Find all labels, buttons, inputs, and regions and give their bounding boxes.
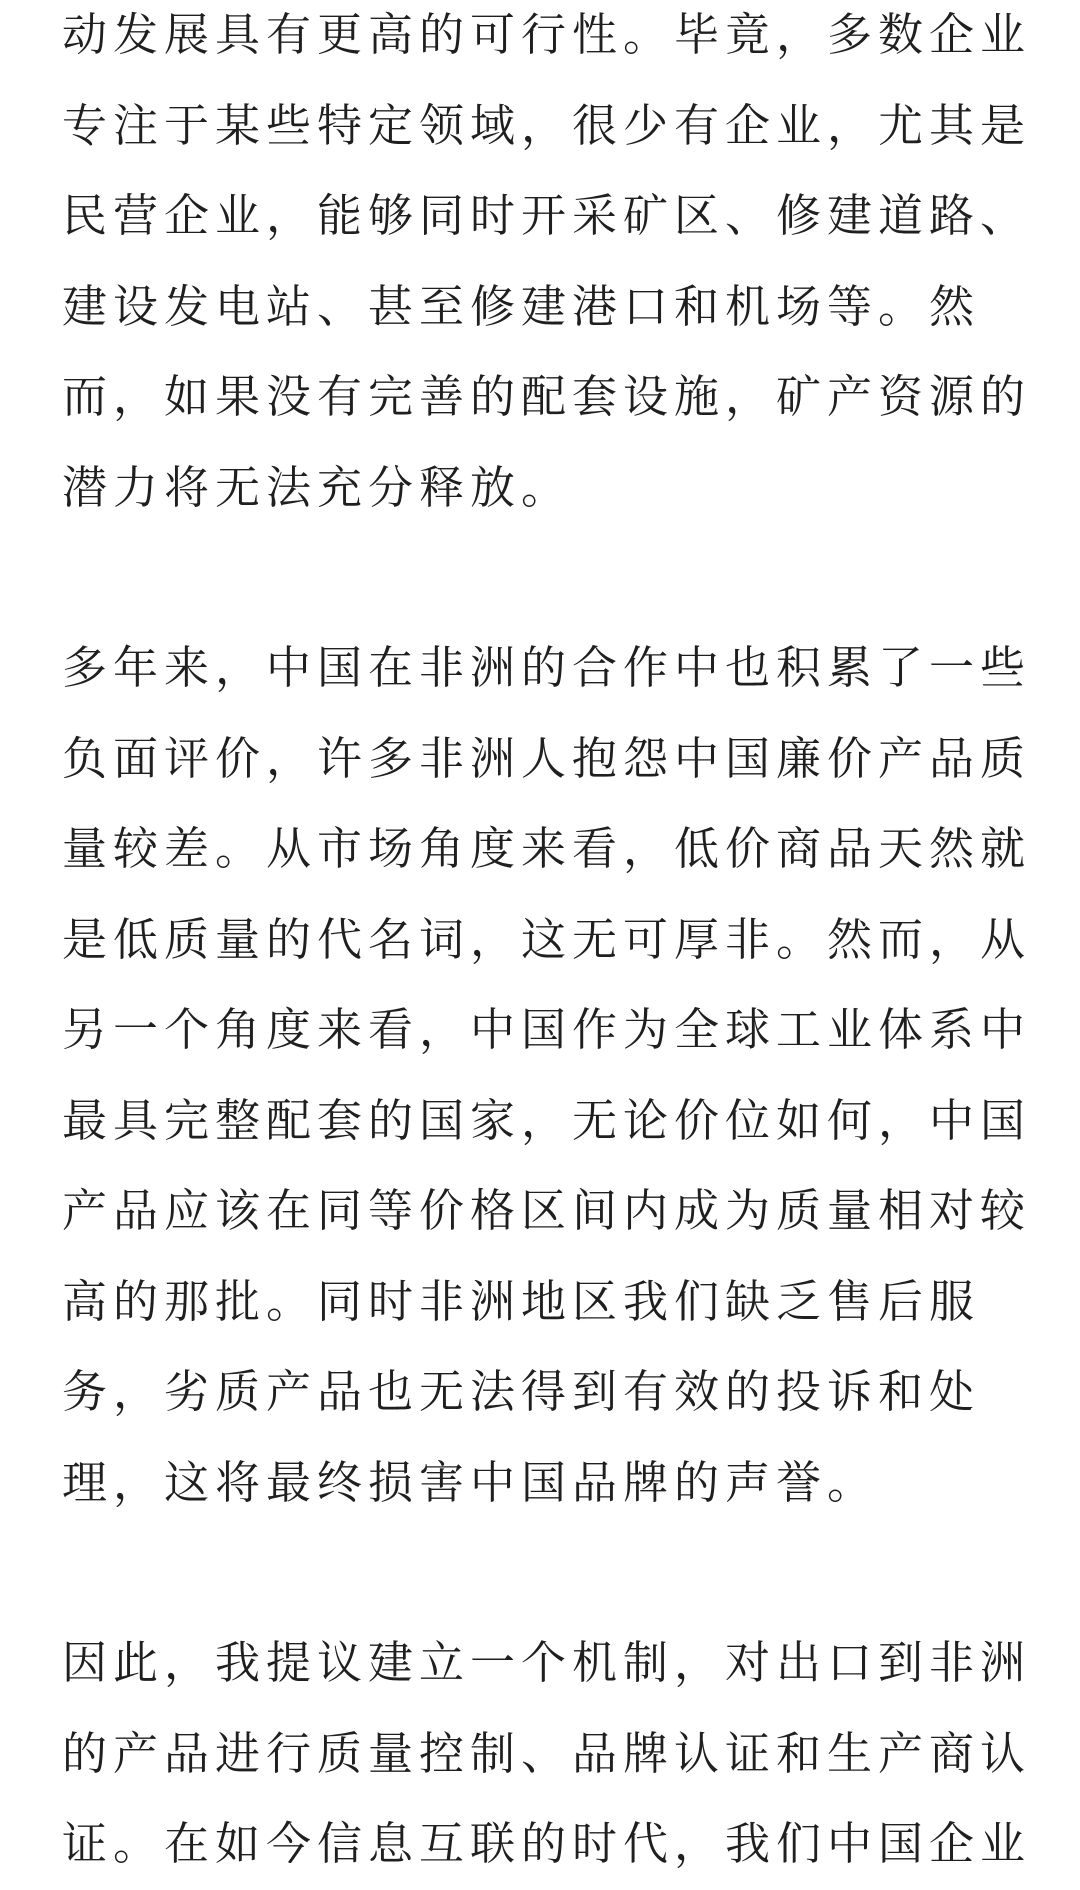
text-line: 负面评价，许多非洲人抱怨中国廉价产品质: [62, 731, 1032, 785]
text-line: 是低质量的代名词，这无可厚非。然而，从: [62, 912, 1032, 966]
text-line: 理，这将最终损害中国品牌的声誉。: [62, 1455, 879, 1509]
text-line: 量较差。从市场角度来看，低价商品天然就: [62, 822, 1032, 875]
text-line: 的产品进行质量控制、品牌认证和生产商认: [62, 1726, 1032, 1780]
text-line: 而，如果没有完善的配套设施，矿产资源的: [62, 370, 1032, 423]
paragraph: [62, 0, 1032, 533]
article-body: [62, 0, 1032, 1890]
text-line: 证。在如今信息互联的时代，我们中国企业: [62, 1817, 1032, 1870]
paragraph-spacer: [62, 1528, 1022, 1618]
paragraph: [62, 1618, 1032, 1890]
text-line: 最具完整配套的国家，无论价位如何，中国: [62, 1093, 1032, 1147]
text-line: 高的那批。同时非洲地区我们缺乏售后服: [62, 1274, 981, 1328]
text-line: 潜力将无法充分释放。: [62, 460, 573, 514]
text-line: 民营企业，能够同时开采矿区、修建道路、: [62, 189, 1032, 242]
text-line: 务，劣质产品也无法得到有效的投诉和处: [62, 1365, 981, 1418]
text-line: 建设发电站、甚至修建港口和机场等。然: [62, 279, 981, 333]
text-line: 产品应该在同等价格区间内成为质量相对较: [62, 1184, 1032, 1237]
text-line: 动发展具有更高的可行性。毕竟，多数企业: [62, 8, 1032, 61]
paragraph-spacer: [62, 533, 1022, 623]
text-line: 另一个角度来看，中国作为全球工业体系中: [62, 1003, 1032, 1056]
paragraph: [62, 623, 1032, 1528]
text-line: 因此，我提议建立一个机制，对出口到非洲: [62, 1636, 1032, 1689]
text-line: 多年来，中国在非洲的合作中也积累了一些: [62, 641, 1032, 694]
text-line: 专注于某些特定领域，很少有企业，尤其是: [62, 98, 1032, 152]
